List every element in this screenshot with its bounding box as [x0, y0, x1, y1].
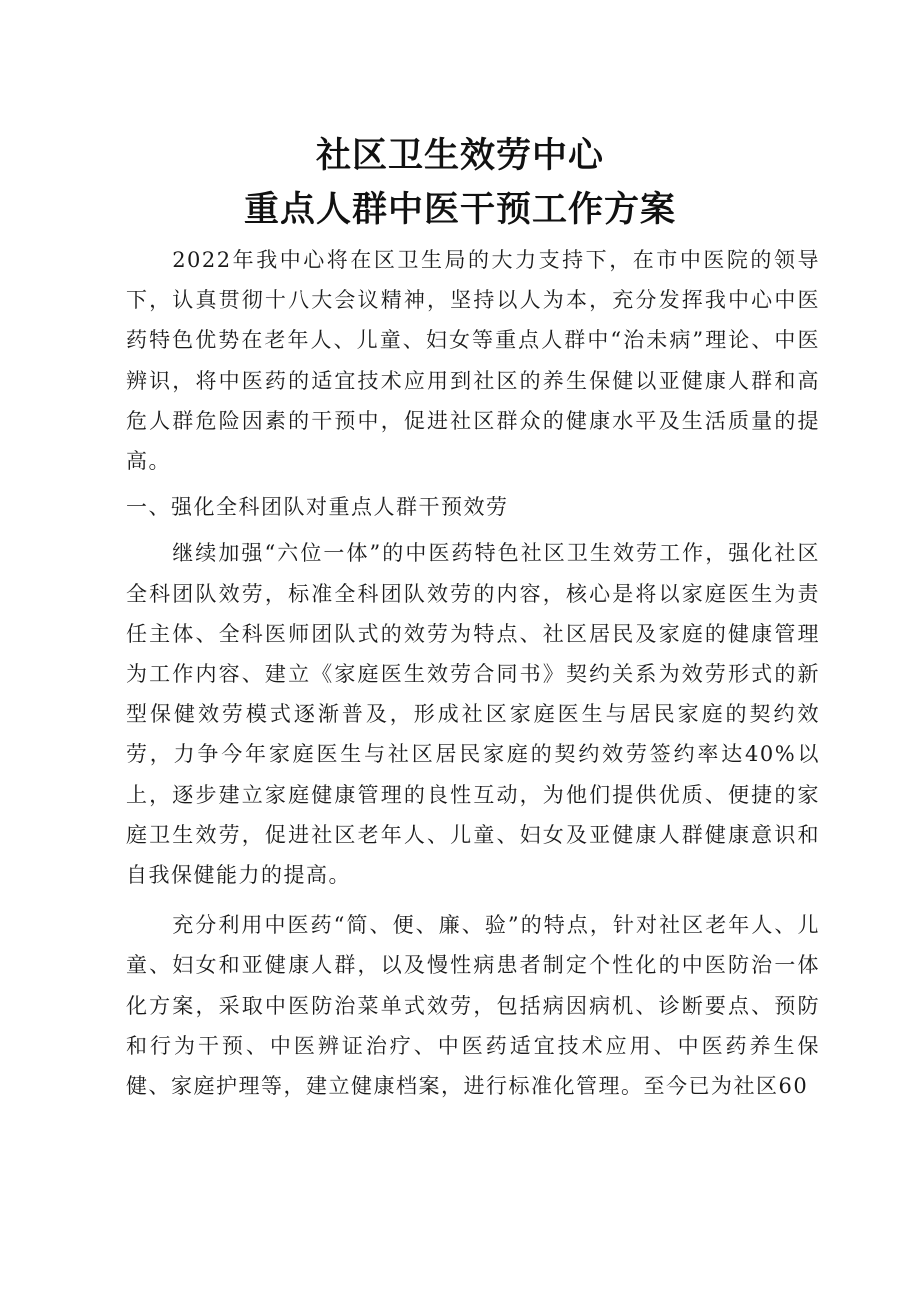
intro-paragraph: 2022年我中心将在区卫生局的大力支持下，在市中医院的领导下，认真贯彻十八大会议精神，坚持以人为本，充分发挥我中心中医药特色优势在老年人、儿童、妇女等重点人群中“治未病”理论、中医辨识，将中医药的适宜技术应用到社区的养生保健以亚健康人群和高危人群危险因素的干预中，促进社区群众的健康水平及生活质量的提高。 — [126, 248, 820, 474]
section1-heading: 一、强化全科团队对重点人群干预效劳 — [126, 495, 509, 520]
document-title-line2: 重点人群中医干预工作方案 — [243, 190, 676, 230]
section1-paragraph2: 充分利用中医药“简、便、廉、验”的特点，针对社区老年人、儿童、妇女和亚健康人群，以及慢性病患者制定个性化的中医防治一体化方案，采取中医防治菜单式效劳，包括病因病机、诊断要点、预防和行为干预、中医辨证治疗、中医药适宜技术应用、中医药养生保健、家庭护理等，建立健康档案，进行标准化管理。至今已为社区60 — [126, 913, 820, 1099]
section1-paragraph1: 继续加强“六位一体”的中医药特色社区卫生效劳工作，强化社区全科团队效劳，标准全科团队效劳的内容，核心是将以家庭医生为责任主体、全科医师团队式的效劳为特点、社区居民及家庭的健康管理为工作内容、建立《家庭医生效劳合同书》契约关系为效劳形式的新型保健效劳模式逐渐普及，形成社区家庭医生与居民家庭的契约效劳，力争今年家庭医生与社区居民家庭的契约效劳签约率达40%以上，逐步建立家庭健康管理的良性互动，为他们提供优质、便捷的家庭卫生效劳，促进社区老年人、儿童、妇女及亚健康人群健康意识和自我保健能力的提高。 — [126, 541, 820, 888]
document-title-line1: 社区卫生效劳中心 — [315, 136, 604, 176]
document-body — [126, 240, 820, 1106]
